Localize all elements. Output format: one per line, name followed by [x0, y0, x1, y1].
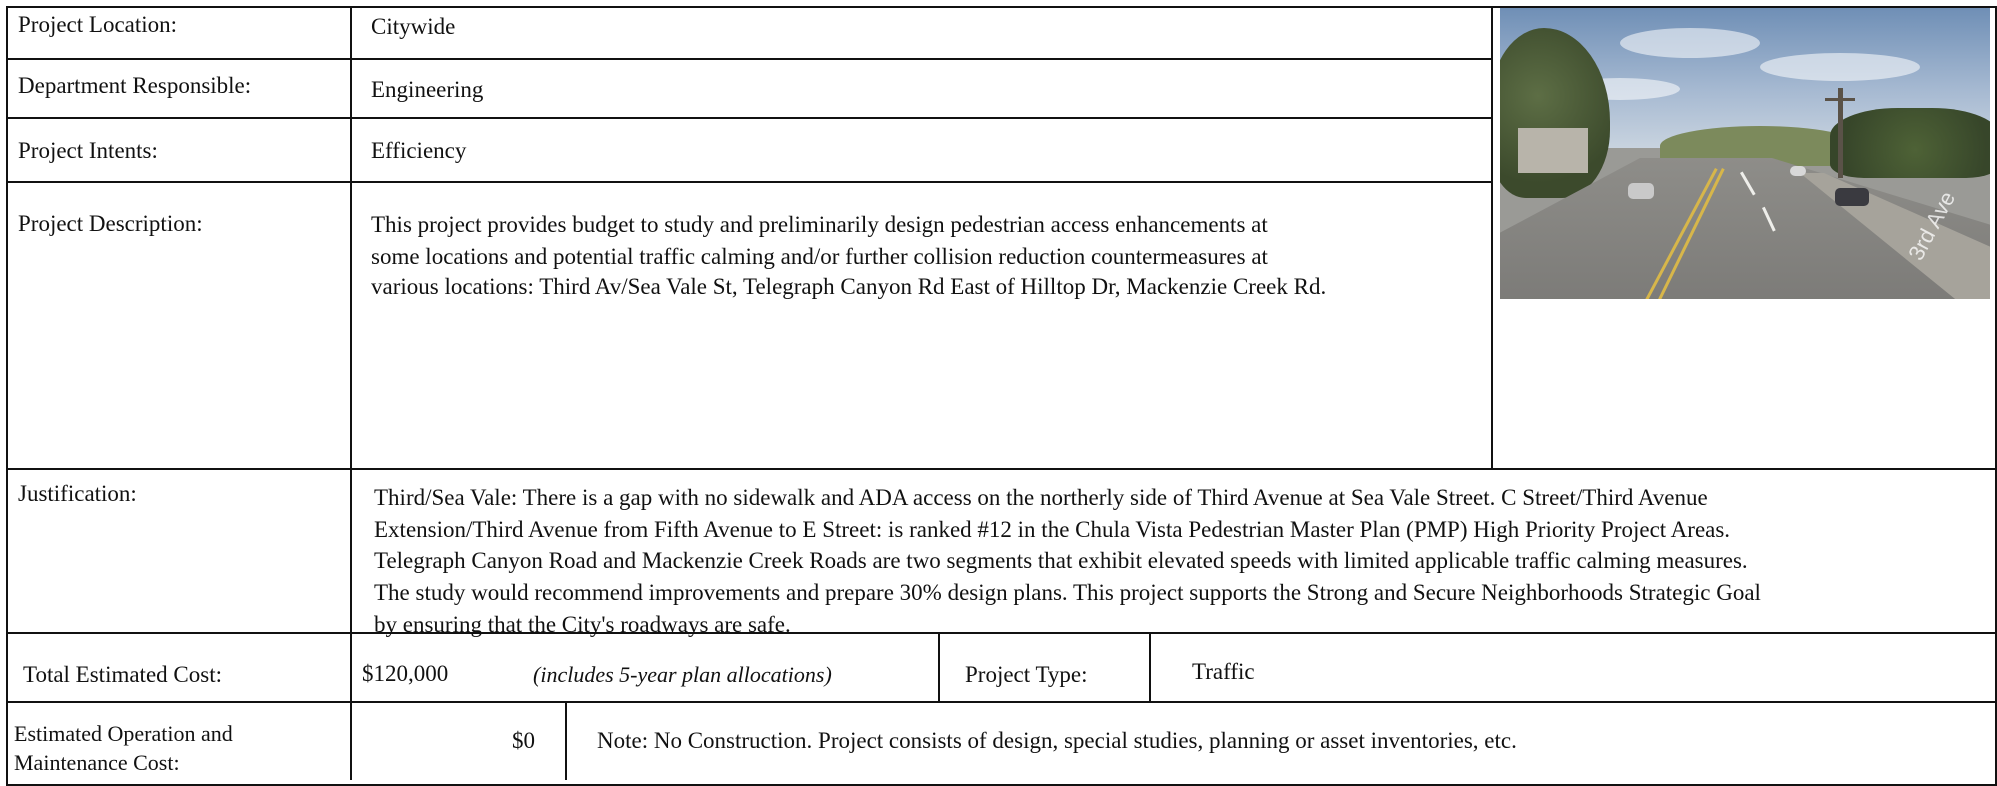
department-value: Engineering — [371, 77, 484, 102]
photo-column-divider — [1491, 6, 1493, 470]
row-divider — [6, 181, 1493, 183]
description-line: various locations: Third Av/Sea Vale St, Telegraph Canyon Rd East of Hilltop Dr, Mackenzie Creek Rd. — [371, 274, 1327, 299]
project-type-label: Project Type: — [965, 662, 1088, 687]
justification-label: Justification: — [18, 481, 137, 506]
justification-line: Extension/Third Avenue from Fifth Avenue to E Street: is ranked #12 in the Chula Vista Pedestrian Master Plan (PMP) High Priority Project Areas. — [374, 517, 1731, 542]
total-cost-value: $120,000 — [362, 661, 449, 686]
project-intents-value: Efficiency — [371, 138, 467, 163]
total-cost-label: Total Estimated Cost: — [23, 662, 222, 687]
cost-allocation-note: (includes 5-year plan allocations) — [533, 662, 832, 687]
om-cost-label-line: Estimated Operation and — [14, 721, 233, 746]
project-intents-label: Project Intents: — [18, 138, 158, 163]
om-divider — [565, 701, 567, 780]
project-location-value: Citywide — [371, 14, 456, 39]
justification-line: by ensuring that the City's roadways are safe. — [374, 612, 791, 637]
om-cost-note: Note: No Construction. Project consists of design, special studies, planning or asset inventories, etc. — [597, 728, 1517, 753]
type-divider — [1149, 632, 1151, 703]
description-line: This project provides budget to study and preliminarily design pedestrian access enhancements at — [371, 212, 1268, 237]
om-cost-label — [14, 719, 233, 777]
label-column-divider — [350, 6, 352, 780]
justification-line: Telegraph Canyon Road and Mackenzie Creek Roads are two segments that exhibit elevated speeds with limited applicable traffic calming measures. — [374, 548, 1748, 573]
project-description-label: Project Description: — [18, 211, 203, 236]
justification-line: The study would recommend improvements and prepare 30% design plans. This project supports the Strong and Secure Neighborhoods Strategic Goal — [374, 580, 1761, 605]
row-divider — [6, 468, 1997, 470]
project-site-photo — [1500, 8, 1990, 299]
project-location-label: Project Location: — [18, 12, 178, 37]
om-cost-value: $0 — [512, 728, 535, 753]
om-cost-label-line: Maintenance Cost: — [14, 750, 180, 775]
row-divider — [6, 58, 1493, 60]
row-divider — [6, 117, 1493, 119]
department-label: Department Responsible: — [18, 73, 252, 98]
justification-line: Third/Sea Vale: There is a gap with no sidewalk and ADA access on the northerly side of Third Avenue at Sea Vale Street. C Street/Third Avenue — [374, 485, 1708, 510]
street-name-label: 3rd Ave — [1903, 187, 1961, 265]
cost-divider — [938, 632, 940, 703]
row-divider — [6, 632, 1997, 634]
description-line: some locations and potential traffic calming and/or further collision reduction countermeasures at — [371, 244, 1268, 269]
row-divider — [6, 701, 1997, 703]
project-type-value: Traffic — [1192, 659, 1255, 684]
